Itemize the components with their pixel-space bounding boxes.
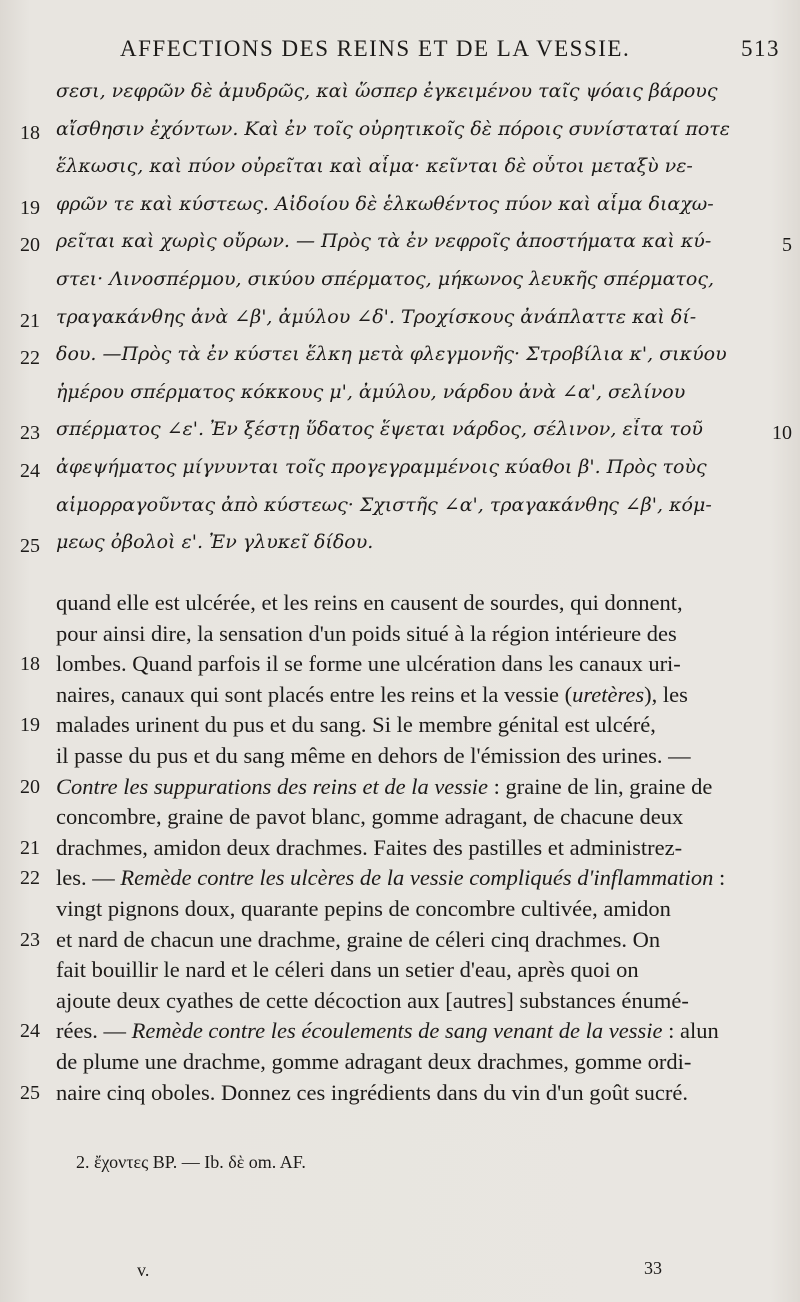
greek-line [0,230,800,260]
line-number: 25 [20,1081,40,1104]
greek-line-text: ἕλκωσις, καὶ πύον οὐρεῖται καὶ αἷμα· κεῖνται δὲ οὗτοι μεταξὺ νε- [56,155,693,178]
translation-line [0,651,800,681]
greek-line-text: αἱμορραγοῦντας ἀπὸ κύστεως· Σχιστῆς ∠α', τραγακάνθης ∠β', κόμ- [56,493,712,516]
margin-line-count: 5 [782,234,792,257]
translation-line-text: quand elle est ulcérée, et les reins en causent de sourdes, qui donnent, [56,590,683,615]
greek-line [0,306,800,336]
translation-line-text: ajoute deux cyathes de cette décoction aux [autres] substances énumé- [56,987,689,1013]
greek-line-text: ρεῖται καὶ χωρὶς οὔρων. — Πρὸς τὰ ἐν νεφροῖς ἀποστήματα καὶ κύ- [56,230,712,253]
greek-line-text: στει· Λινοσπέρμου, σικύου σπέρματος, μήκωνος λευκῆς σπέρματος, [56,268,715,290]
translation-line-text: il passe du pus et du sang même en dehors de l'émission des urines. — [56,743,691,768]
line-number: 19 [20,196,40,219]
translation-line-text: fait bouillir le nard et le céleri dans un setier d'eau, après quoi on [56,957,639,983]
line-number: 21 [20,836,40,859]
line-number: 19 [20,714,40,737]
line-number: 24 [20,1020,40,1043]
translation-line [0,590,800,620]
greek-line-text: σπέρματος ∠ε'. Ἐν ξέστῃ ὕδατος ἕψεται νάρδος, σέλινον, εἶτα τοῦ [56,418,703,441]
greek-line [0,193,800,223]
line-number: 20 [20,234,40,257]
greek-line [0,531,800,561]
greek-line [0,155,800,185]
page-number: 513 [741,36,780,61]
greek-line-text: ἀφεψήματος μίγνυνται τοῖς προγεγραμμένοις κύαθοι β'. Πρὸς τοὺς [56,456,707,478]
translation-line [0,896,800,926]
line-number: 25 [20,535,40,558]
translation-line [0,1080,800,1110]
translation-line [0,774,800,804]
translation-line [0,927,800,957]
line-number: 23 [20,422,40,445]
translation-line [0,957,800,987]
translation-line-text: pour ainsi dire, la sensation d'un poids situé à la région intérieure des [56,620,677,646]
line-number: 18 [20,653,40,676]
sheet-number: 33 [644,1258,662,1278]
greek-line-text: ἡμέρου σπέρματος κόκκους μ', ἀμύλου, νάρδου ἀνὰ ∠α', σελίνου [56,380,686,403]
chapter-title: AFFECTIONS DES REINS ET DE LA VESSIE. [120,36,631,61]
line-number: 18 [20,121,40,144]
translation-line-text: Contre les suppurations des reins et de la vessie : graine de lin, graine de [56,773,713,799]
greek-line [0,268,800,298]
greek-line-text: τραγακάνθης ἀνὰ ∠β', ἀμύλου ∠δ'. Τροχίσκους ἀνάπλαττε καὶ δί- [56,305,697,328]
translation-line [0,621,800,651]
line-number: 20 [20,775,40,798]
greek-line-text: αἴσθησιν ἐχόντων. Καὶ ἐν τοῖς οὐρητικοῖς δὲ πόροις συνίσταταί ποτε [56,117,730,140]
translation-line-text: concombre, graine de pavot blanc, gomme adragant, de chacune deux [56,804,684,830]
translation-line [0,804,800,834]
greek-line [0,494,800,524]
greek-line-text: σεσι, νεφρῶν δὲ ἀμυδρῶς, καὶ ὥσπερ ἐγκειμένου ταῖς ψόαις βάρους [56,80,718,102]
translation-line-text: et nard de chacun une drachme, graine de céleri cinq drachmes. On [56,926,661,952]
greek-line-text: μεως ὀβολοὶ ε'. Ἐν γλυκεῖ δίδου. [56,531,374,554]
translation-line-text: vingt pignons doux, quarante pepins de concombre cultivée, amidon [56,896,671,921]
translation-line [0,988,800,1018]
greek-line [0,381,800,411]
translation-line-text: malades urinent du pus et du sang. Si le membre génital est ulcéré, [56,712,656,738]
translation-line-text: de plume une drachme, gomme adragant deux drachmes, gomme ordi- [56,1049,692,1074]
translation-line [0,865,800,895]
line-number: 21 [20,309,40,332]
translation-line-text: naire cinq oboles. Donnez ces ingrédients dans du vin d'un goût sucré. [56,1079,689,1105]
greek-line-text: δου. —Πρὸς τὰ ἐν κύστει ἕλκη μετὰ φλεγμονῆς· Στροβίλια κ', σικύου [56,343,727,366]
translation-line-text: lombes. Quand parfois il se forme une ulcération dans les canaux uri- [56,651,681,677]
greek-line [0,343,800,373]
critical-footnote: 2. ἔχοντες BP. — Ib. δὲ om. AF. [76,1152,306,1172]
greek-line [0,80,800,110]
translation-line [0,743,800,773]
greek-line [0,118,800,148]
translation-line-text: rées. — Remède contre les écoulements de sang venant de la vessie : alun [56,1018,719,1044]
line-number: 23 [20,928,40,951]
greek-line-text: φρῶν τε καὶ κύστεως. Αἰδοίου δὲ ἑλκωθέντος πύον καὶ αἷμα διαχω- [56,192,714,215]
line-number: 22 [20,867,40,890]
margin-line-count: 10 [772,422,792,445]
translation-line [0,835,800,865]
translation-line [0,682,800,712]
line-number: 22 [20,347,40,370]
translation-line-text: drachmes, amidon deux drachmes. Faites des pastilles et administrez- [56,834,683,860]
translation-line [0,712,800,742]
greek-line [0,418,800,448]
translation-line [0,1049,800,1079]
line-number: 24 [20,460,40,482]
signature-mark: v. [137,1260,150,1280]
translation-line-text: les. — Remède contre les ulcères de la vessie compliqués d'inflammation : [56,865,726,891]
translation-line [0,1018,800,1048]
greek-line [0,456,800,486]
translation-line-text: naires, canaux qui sont placés entre les reins et la vessie (uretères), les [56,681,688,707]
